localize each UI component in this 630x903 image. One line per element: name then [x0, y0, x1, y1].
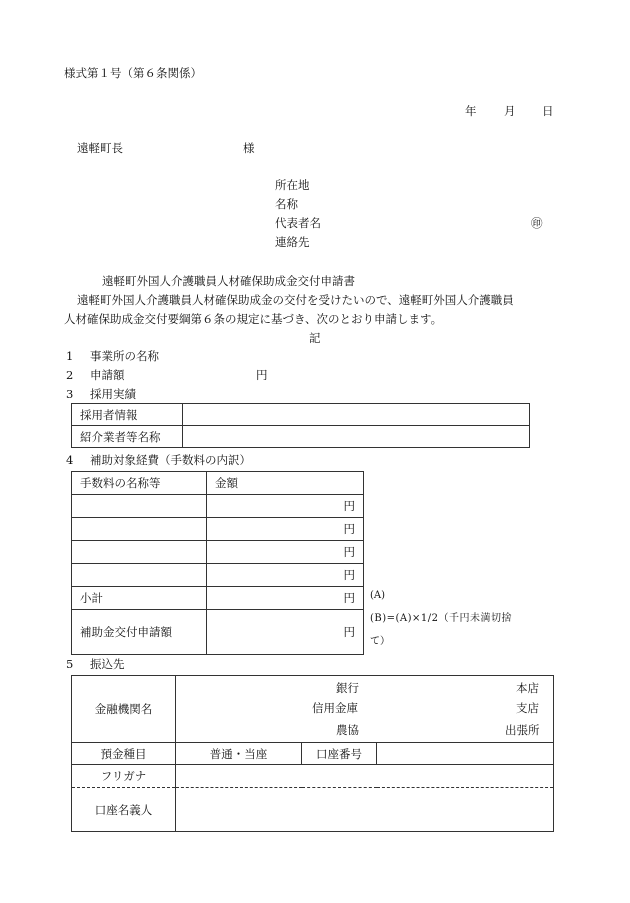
table-row [72, 788, 554, 832]
section4-label: 補助対象経費（手数料の内訳） [90, 453, 251, 467]
account-number-label: 口座番号 [302, 743, 377, 765]
bank-type-shinkin: 信用金庫 [312, 701, 358, 715]
table-row [72, 541, 364, 564]
section1-number: 1 [66, 349, 74, 363]
expense-col-amount-header: 金額 [207, 472, 364, 495]
request-amount-label: 補助金交付申請額 [72, 610, 207, 655]
table-row [72, 765, 554, 788]
branch-type-branch: 支店 [516, 701, 539, 715]
request-amount-cell[interactable]: 円 [207, 610, 364, 655]
branch-type-head-office: 本店 [516, 681, 539, 695]
section3-label: 採用実績 [90, 387, 136, 401]
table-row [72, 426, 530, 448]
subtotal-amount-cell[interactable]: 円 [207, 587, 364, 610]
agency-name-field[interactable] [183, 426, 530, 448]
address-label: 所在地 [275, 178, 310, 192]
branch-type-sub-branch: 出張所 [505, 723, 540, 737]
name-label: 名称 [275, 197, 298, 211]
subtotal-label: 小計 [72, 587, 207, 610]
section2-number: 2 [66, 368, 74, 382]
request-note-line2: て） [370, 636, 390, 647]
representative-label: 代表者名 [275, 216, 321, 230]
expense-name-cell[interactable] [72, 541, 207, 564]
ki-label: 記 [309, 331, 321, 345]
date-day-label: 日 [542, 104, 554, 118]
table-row [72, 495, 364, 518]
body-text-line1: 遠軽町外国人介護職員人材確保助成金の交付を受けたいので、遠軽町外国人介護職員 [77, 293, 514, 307]
expense-col-name-header: 手数料の名称等 [72, 472, 207, 495]
table-row [72, 518, 364, 541]
expense-amount-cell[interactable]: 円 [207, 518, 364, 541]
institution-label: 金融機関名 [72, 676, 176, 743]
bank-type-nokyo: 農協 [336, 723, 359, 737]
addressee-name: 遠軽町長 [77, 141, 123, 155]
furigana-field[interactable] [176, 765, 554, 788]
date-month-label: 月 [504, 104, 516, 118]
recruitment-table [71, 403, 530, 448]
table-row [72, 610, 364, 655]
table-row [72, 743, 554, 765]
date-year-label: 年 [465, 104, 477, 118]
institution-field[interactable] [176, 676, 554, 743]
furigana-label: フリガナ [72, 765, 176, 788]
section3-number: 3 [66, 387, 74, 401]
recruit-info-label: 採用者情報 [72, 404, 183, 426]
expense-name-cell[interactable] [72, 564, 207, 587]
section2-label: 申請額 [90, 368, 125, 382]
expense-amount-cell[interactable]: 円 [207, 564, 364, 587]
expense-amount-cell[interactable]: 円 [207, 495, 364, 518]
subtotal-note: (A) [370, 590, 386, 601]
bank-type-bank: 銀行 [336, 681, 359, 695]
table-row [72, 472, 364, 495]
section1-label: 事業所の名称 [90, 349, 159, 363]
contact-label: 連絡先 [275, 235, 310, 249]
table-row [72, 587, 364, 610]
bank-table [71, 675, 554, 832]
expense-name-cell[interactable] [72, 495, 207, 518]
table-row [72, 564, 364, 587]
account-number-field[interactable] [377, 743, 554, 765]
request-note-line1: (B)=(A)×1/2（千円未満切捨 [370, 613, 513, 624]
agency-name-label: 紹介業者等名称 [72, 426, 183, 448]
seal-mark: ㊞ [531, 216, 543, 230]
account-type-label: 預金種目 [72, 743, 176, 765]
document-title: 遠軽町外国人介護職員人材確保助成金交付申請書 [102, 274, 355, 288]
table-row [72, 676, 554, 743]
expense-table [71, 471, 364, 655]
section2-unit: 円 [256, 368, 268, 382]
section5-label: 振込先 [90, 657, 125, 671]
account-type-value[interactable]: 普通・当座 [176, 743, 302, 765]
expense-amount-cell[interactable]: 円 [207, 541, 364, 564]
form-number: 様式第１号（第６条関係） [64, 66, 202, 80]
account-holder-field[interactable] [176, 788, 554, 832]
section5-number: 5 [66, 657, 74, 671]
section4-number: 4 [66, 453, 74, 467]
table-row [72, 404, 530, 426]
body-text-line2: 人材確保助成金交付要綱第６条の規定に基づき、次のとおり申請します。 [64, 312, 443, 326]
account-holder-label: 口座名義人 [72, 788, 176, 832]
addressee-honorific: 様 [243, 141, 255, 155]
expense-name-cell[interactable] [72, 518, 207, 541]
recruit-info-field[interactable] [183, 404, 530, 426]
